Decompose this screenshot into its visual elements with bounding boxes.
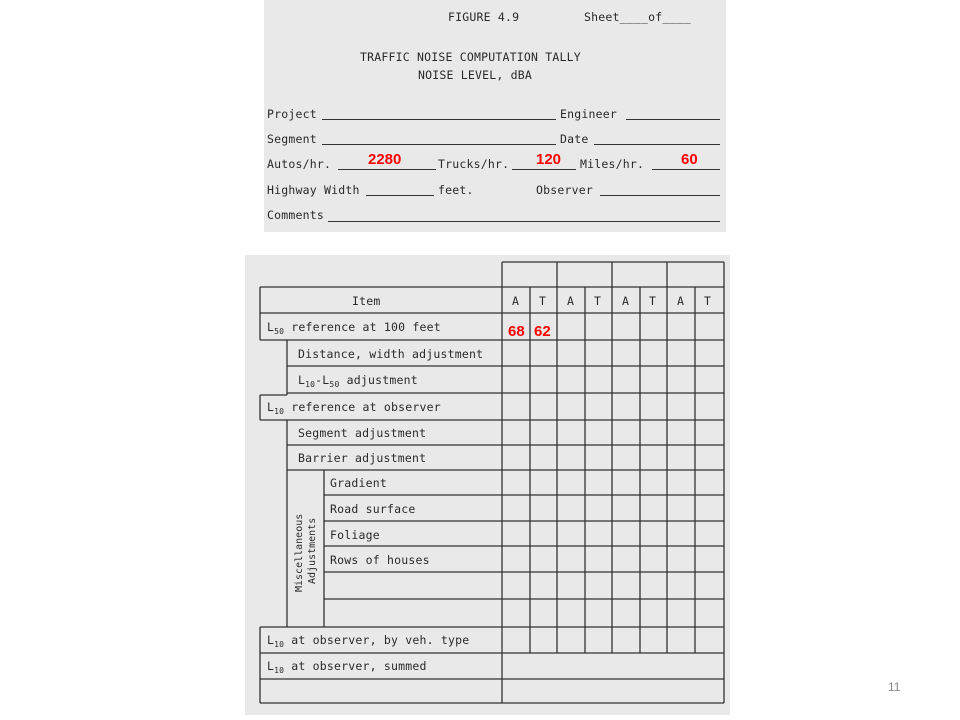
row-road-surface: Road surface (330, 502, 416, 516)
observer-label: Observer (536, 183, 593, 197)
misc-label-2: Adjustments (307, 517, 318, 584)
date-label: Date (560, 132, 589, 146)
row-l10-l50-adjustment (298, 373, 418, 389)
form-subtitle: NOISE LEVEL, dBA (418, 68, 532, 82)
misc-label-1: Miscellaneous (294, 513, 305, 592)
item-header: Item (352, 294, 381, 308)
l50-truck-value: 62 (534, 323, 551, 340)
autos-value: 2280 (368, 151, 402, 168)
row-l50-subscript: 50 (274, 327, 285, 336)
page-number: 11 (888, 680, 901, 694)
row-l10l50-mid: -L (315, 373, 330, 387)
comments-label: Comments (267, 208, 324, 222)
col-header-a4: A (677, 294, 685, 308)
form-title: TRAFFIC NOISE COMPUTATION TALLY (360, 50, 581, 64)
engineer-label: Engineer (560, 107, 617, 121)
highway-width-label: Highway Width (267, 183, 360, 197)
segment-label: Segment (267, 132, 317, 146)
row-l10sum-text: at observer, summed (284, 659, 427, 673)
row-l10l50-a-sub: 10 (305, 380, 316, 389)
trucks-value: 120 (536, 151, 562, 168)
row-l10l50-text: adjustment (339, 373, 418, 387)
row-l10ref-prefix: L (267, 400, 275, 414)
row-distance-adjustment: Distance, width adjustment (298, 347, 484, 361)
row-foliage: Foliage (330, 528, 380, 542)
row-l10-summed (267, 659, 427, 675)
row-l10type-prefix: L (267, 633, 275, 647)
sheet-label: Sheet____of____ (584, 10, 691, 24)
col-header-a2: A (567, 294, 575, 308)
figure-label: FIGURE 4.9 (448, 10, 520, 24)
col-header-a3: A (622, 294, 630, 308)
row-l10-reference (267, 400, 441, 416)
feet-label: feet. (438, 183, 474, 197)
row-l10type-text: at observer, by veh. type (284, 633, 470, 647)
row-l10l50-b-sub: 50 (329, 380, 340, 389)
row-barrier-adjustment: Barrier adjustment (298, 451, 427, 465)
miles-value: 60 (681, 151, 698, 168)
row-l10-by-vehicle-type (267, 633, 469, 649)
project-label: Project (267, 107, 317, 121)
trucks-label: Trucks/hr. (438, 157, 510, 171)
row-segment-adjustment: Segment adjustment (298, 426, 427, 440)
row-l10sum-prefix: L (267, 659, 275, 673)
l50-auto-value: 68 (508, 323, 525, 340)
autos-label: Autos/hr. (267, 157, 332, 171)
row-gradient: Gradient (330, 476, 387, 490)
miles-label: Miles/hr. (580, 157, 645, 171)
row-l10ref-text: reference at observer (284, 400, 441, 414)
col-header-t3: T (649, 294, 657, 308)
row-l10sum-sub: 10 (274, 666, 285, 675)
row-l50-reference (267, 320, 441, 336)
row-l50-text: reference at 100 feet (284, 320, 441, 334)
row-rows-of-houses: Rows of houses (330, 553, 430, 567)
col-header-t2: T (594, 294, 602, 308)
row-l10l50-a: L (298, 373, 306, 387)
col-header-a1: A (512, 294, 520, 308)
col-header-t4: T (704, 294, 712, 308)
row-l50-prefix: L (267, 320, 275, 334)
row-l10type-sub: 10 (274, 640, 285, 649)
row-l10ref-sub: 10 (274, 407, 285, 416)
col-header-t1: T (539, 294, 547, 308)
